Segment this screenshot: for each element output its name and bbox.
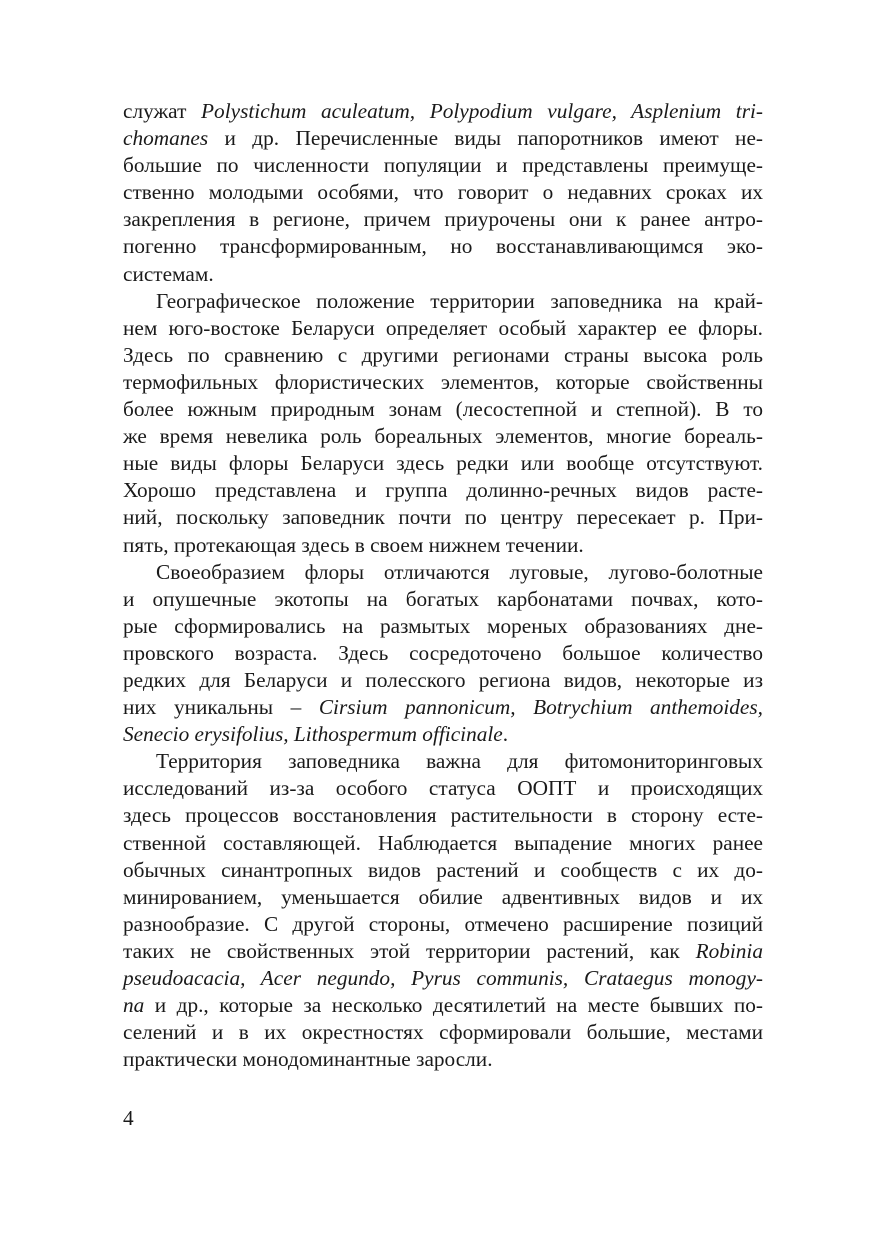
text-run: Географическое положение территории заповедника на край- (156, 288, 763, 313)
text-run: же время невелика роль бореальных элементов, многие бореаль- (123, 424, 763, 449)
text-line (123, 965, 763, 992)
text-line (123, 396, 763, 423)
text-run: практически монодоминантные заросли. (123, 1047, 493, 1072)
text-line (123, 559, 763, 586)
text-line (123, 667, 763, 694)
text-line (123, 857, 763, 884)
text-line (123, 748, 763, 775)
text-line (123, 261, 763, 288)
text-line (123, 884, 763, 911)
text-line (123, 1046, 763, 1073)
text-run: . (502, 722, 509, 747)
text-line (123, 775, 763, 802)
text-run: и опушечные экотопы на богатых карбонатами почвах, кото- (123, 586, 763, 611)
text-run: ные виды флоры Беларуси здесь редки или вообще отсутствуют. (123, 451, 763, 476)
text-line (123, 694, 763, 721)
text-line (123, 315, 763, 342)
text-run: служат (123, 99, 202, 123)
species-name: Cirsium pannonicum, Botrychium anthemoides, (318, 695, 763, 720)
text-line (123, 125, 763, 152)
paragraph (123, 559, 763, 749)
text-run: погенно трансформированным, но восстанавливающимся эко- (123, 234, 763, 259)
text-run: селений и в их окрестностях сформировали большие, местами (123, 1020, 763, 1045)
text-run: Территория заповедника важна для фитомониторинговых (156, 749, 763, 774)
text-run: ственной составляющей. Наблюдается выпадение многих ранее (123, 830, 763, 855)
species-name: Senecio erysifolius, Lithospermum officinale (123, 722, 503, 747)
text-line (123, 179, 763, 206)
species-name: na (123, 993, 145, 1018)
text-run: таких не свойственных этой территории растений, как (123, 938, 696, 963)
text-run: ний, поскольку заповедник почти по центру пересекает р. При- (123, 505, 763, 530)
text-line (123, 532, 763, 559)
text-run: Своеобразием флоры отличаются луговые, лугово-болотные (156, 559, 763, 584)
text-line (123, 342, 763, 369)
text-line (123, 206, 763, 233)
text-line (123, 992, 763, 1019)
species-name: Polystichum aculeatum, Polypodium vulgare, Asplenium tri- (201, 99, 763, 123)
text-line (123, 938, 763, 965)
text-line (123, 1019, 763, 1046)
text-line (123, 830, 763, 857)
text-run: обычных синантропных видов растений и сообществ с их до- (123, 857, 763, 882)
species-name: chomanes (123, 126, 209, 151)
text-run: исследований из-за особого статуса ООПТ и происходящих (123, 776, 763, 801)
text-line (123, 423, 763, 450)
paragraph (123, 288, 763, 559)
text-run: них уникальны – (123, 695, 319, 720)
text-run: рые сформировались на размытых мореных образованиях дне- (123, 613, 763, 638)
paragraph (123, 98, 763, 288)
text-line (123, 369, 763, 396)
text-line (123, 450, 763, 477)
page-number: 4 (123, 1106, 134, 1130)
text-line (123, 477, 763, 504)
text-run: и др., которые за несколько десятилетий на месте бывших по- (144, 993, 763, 1018)
text-line (123, 504, 763, 531)
species-name: pseudoacacia, Acer negundo, Pyrus communis, Crataegus monogy- (123, 966, 763, 990)
text-run: минированием, уменьшается обилие адвентивных видов и их (123, 884, 763, 909)
species-name: Robinia (695, 938, 763, 963)
text-run: более южным природным зонам (лесостепной и степной). В то (123, 397, 763, 422)
text-line (123, 911, 763, 938)
document-body (123, 98, 763, 1073)
text-run: Здесь по сравнению с другими регионами страны высока роль (123, 342, 763, 367)
text-line (123, 640, 763, 667)
text-run: разнообразие. С другой стороны, отмечено расширение позиций (123, 911, 763, 936)
text-line (123, 233, 763, 260)
text-run: большие по численности популяции и представлены преимуще- (123, 153, 763, 178)
text-line (123, 152, 763, 179)
text-line (123, 288, 763, 315)
text-run: закрепления в регионе, причем приурочены они к ранее антро- (123, 207, 763, 232)
text-line (123, 98, 763, 125)
text-line (123, 721, 763, 748)
text-line (123, 613, 763, 640)
text-run: нем юго-востоке Беларуси определяет особый характер ее флоры. (123, 315, 763, 340)
text-run: редких для Беларуси и полесского региона видов, некоторые из (123, 667, 763, 692)
text-run: ственно молодыми особями, что говорит о недавних сроках их (123, 180, 763, 205)
text-run: Хорошо представлена и группа долинно-речных видов расте- (123, 478, 763, 503)
text-run: пять, протекающая здесь в своем нижнем течении. (123, 532, 584, 557)
text-run: провского возраста. Здесь сосредоточено большое количество (123, 640, 763, 665)
text-run: и др. Перечисленные виды папоротников имеют не- (208, 126, 763, 151)
paragraph (123, 748, 763, 1073)
text-run: системам. (123, 261, 214, 286)
text-run: термофильных флористических элементов, которые свойственны (123, 369, 763, 394)
text-run: здесь процессов восстановления растительности в сторону есте- (123, 803, 763, 828)
text-line (123, 586, 763, 613)
text-line (123, 802, 763, 829)
